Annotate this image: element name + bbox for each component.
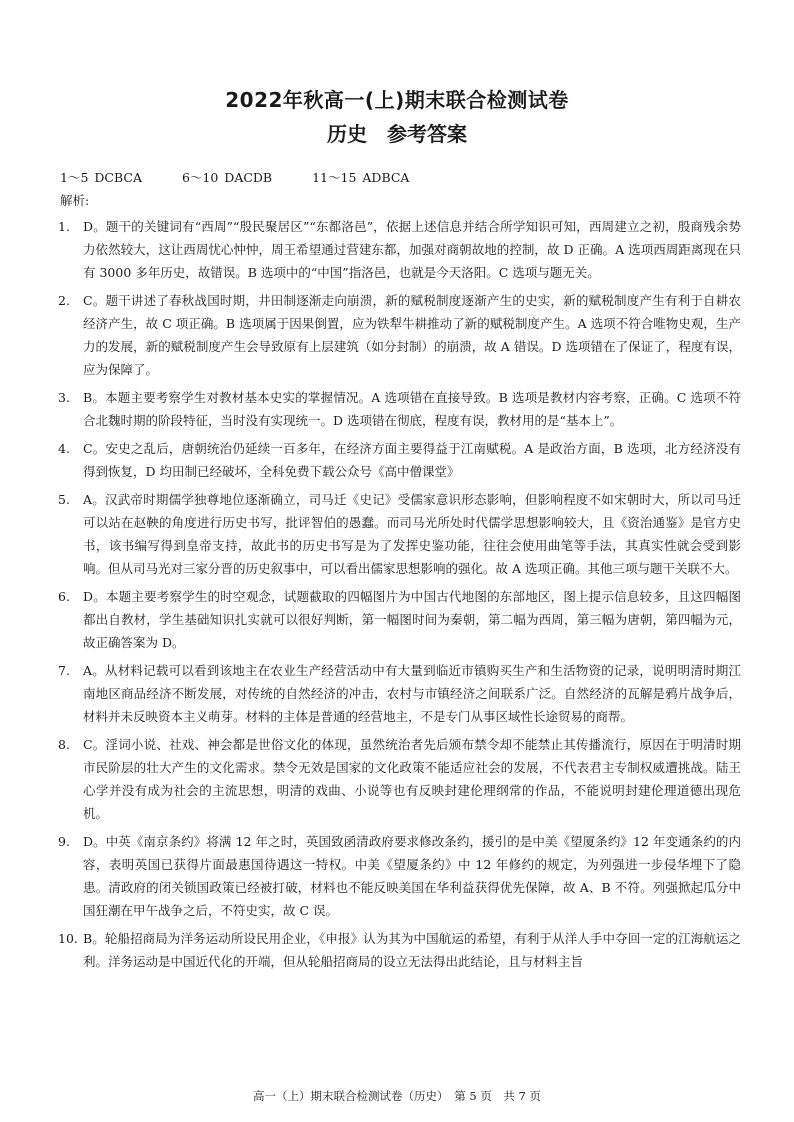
item-text: B。轮船招商局为洋务运动所设民用企业，《申报》认为其为中国航运的希望，有利于从洋人手中夺回一定的江海航运之利。洋务运动是中国近代化的开端，但从轮船招商局的设立无法得出此结论，且与材料主旨 (83, 931, 741, 969)
item-number: 2. (58, 293, 70, 308)
explanation-item (58, 215, 741, 284)
explanation-item (58, 437, 741, 483)
explanation-item (58, 585, 741, 654)
answer-group: 1～5 DCBCA (60, 170, 142, 185)
item-number: 4. (58, 441, 70, 456)
explanation-label: 解析: (60, 193, 90, 208)
item-number: 7. (58, 663, 70, 678)
item-text: D。题干的关键词有“西周”“殷民聚居区”“东都洛邑”，依据上述信息并结合所学知识可知，西周建立之初，殷商残余势力依然较大，这让西周忧心忡忡，周王希望通过营建东都，加强对商朝故地的控制，故 D 正确。A 选项西周距离现在只有 3000 多年历史，故错误。B 选项中的“中国”指洛邑，也就是今天洛阳。C 选项与题无关。 (83, 219, 741, 280)
item-text: C。题干讲述了春秋战国时期，井田制逐渐走向崩溃，新的赋税制度逐渐产生的史实，新的赋税制度产生有利于自耕农经济产生，故 C 项正确。B 选项属于因果倒置，应为铁犁牛耕推动了新的赋税制度产生。A 选项不符合唯物史观，生产力的发展，新的赋税制度产生会导致原有上层建筑（如分封制）的崩溃，故 A 错误。D 选项错在了保证了，程度有误，应为保障了。 (83, 293, 741, 377)
explanation-list (58, 215, 741, 978)
explanation-item (58, 386, 741, 432)
explanation-item (58, 733, 741, 825)
item-text: A。汉武帝时期儒学独尊地位逐渐确立，司马迁《史记》受儒家意识形态影响，但影响程度不如宋朝时大，所以司马迁可以站在赵鞅的角度进行历史书写，批评智伯的愚蠢。而司马光所处时代儒学思想影响较大，且《资治通鉴》是官方史书，该书编写得到皇帝支持，故此书的历史书写是为了发挥史鉴功能，往往会使用曲笔等手法，其真实性就会受到影响。但从司马光对三家分晋的历史叙事中，可以看出儒家思想影响的强化。故 A 选项正确。其他三项与题干关联不大。 (83, 492, 741, 576)
item-number: 1. (58, 219, 70, 234)
item-text: C。安史之乱后，唐朝统治仍延续一百多年，在经济方面主要得益于江南赋税。A 是政治方面，B 选项，北方经济没有得到恢复，D 均田制已经破坏，全科免费下载公众号《高中僧课堂》 (83, 441, 741, 479)
explanation-item (58, 659, 741, 728)
item-text: C。淫词小说、社戏、神会都是世俗文化的体现，虽然统治者先后颁布禁令却不能禁止其传播流行，原因在于明清时期市民阶层的壮大产生的文化需求。禁令无效是国家的文化政策不能适应社会的发展，不代表君主专制权威遭挑战。陆王心学并没有成为社会的主流思想，明清的戏曲、小说等也有反映封建伦理纲常的作品，不能说明封建伦理道德出现危机。 (83, 737, 741, 821)
explanation-item (58, 289, 741, 381)
item-number: 9. (58, 834, 70, 849)
item-text: A。从材料记载可以看到该地主在农业生产经营活动中有大量到临近市镇购买生产和生活物资的记录，说明明清时期江南地区商品经济不断发展，对传统的自然经济的冲击，农村与市镇经济之间联系广泛。自然经济的瓦解是鸦片战争后，材料并未反映资本主义萌芽。材料的主体是普通的经营地主，不是专门从事区域性长途贸易的商帮。 (83, 663, 741, 724)
explanation-item (58, 488, 741, 580)
item-number: 3. (58, 390, 70, 405)
item-number: 10. (58, 931, 78, 946)
page-subtitle: 历史 参考答案 (327, 122, 467, 146)
item-number: 6. (58, 589, 70, 604)
answer-group: 11～15 ADBCA (312, 170, 410, 185)
item-number: 5. (58, 492, 70, 507)
page-footer: 高一（上）期末联合检测试卷（历史） 第 5 页 共 7 页 (252, 1089, 541, 1103)
item-text: D。本题主要考察学生的时空观念，试题截取的四幅图片为中国古代地图的东部地区，图上提示信息较多，且这四幅图都出自教材，学生基础知识扎实就可以很好判断，第一幅图时间为秦朝，第二幅为西周，第三幅为唐朝，第四幅为元，故正确答案为 D。 (83, 589, 741, 650)
item-text: D。中英《南京条约》将满 12 年之时，英国致函清政府要求修改条约，援引的是中美《望厦条约》12 年变通条约的内容，表明英国已获得片面最惠国待遇这一特权。中美《望厦条约》中 12 年修约的规定，为列强进一步侵华埋下了隐患。清政府的闭关锁国政策已经被打破，材料也不能反映美国在华利益获得优先保障，故 A、B 不符。列强掀起瓜分中国狂潮在甲午战争之后，不符史实，故 C 误。 (83, 834, 741, 918)
explanation-item (58, 927, 741, 973)
page-title: 2022年秋高一(上)期末联合检测试卷 (225, 88, 569, 112)
item-number: 8. (58, 737, 70, 752)
explanation-item (58, 830, 741, 922)
item-text: B。本题主要考察学生对教材基本史实的掌握情况。A 选项错在直接导致。B 选项是教材内容考察，正确。C 选项不符合北魏时期的阶段特征，当时没有实现统一。D 选项错在彻底，程度有误，教材用的是“基本上”。 (83, 390, 741, 428)
answer-key (60, 168, 443, 186)
answer-group: 6～10 DACDB (181, 170, 273, 185)
